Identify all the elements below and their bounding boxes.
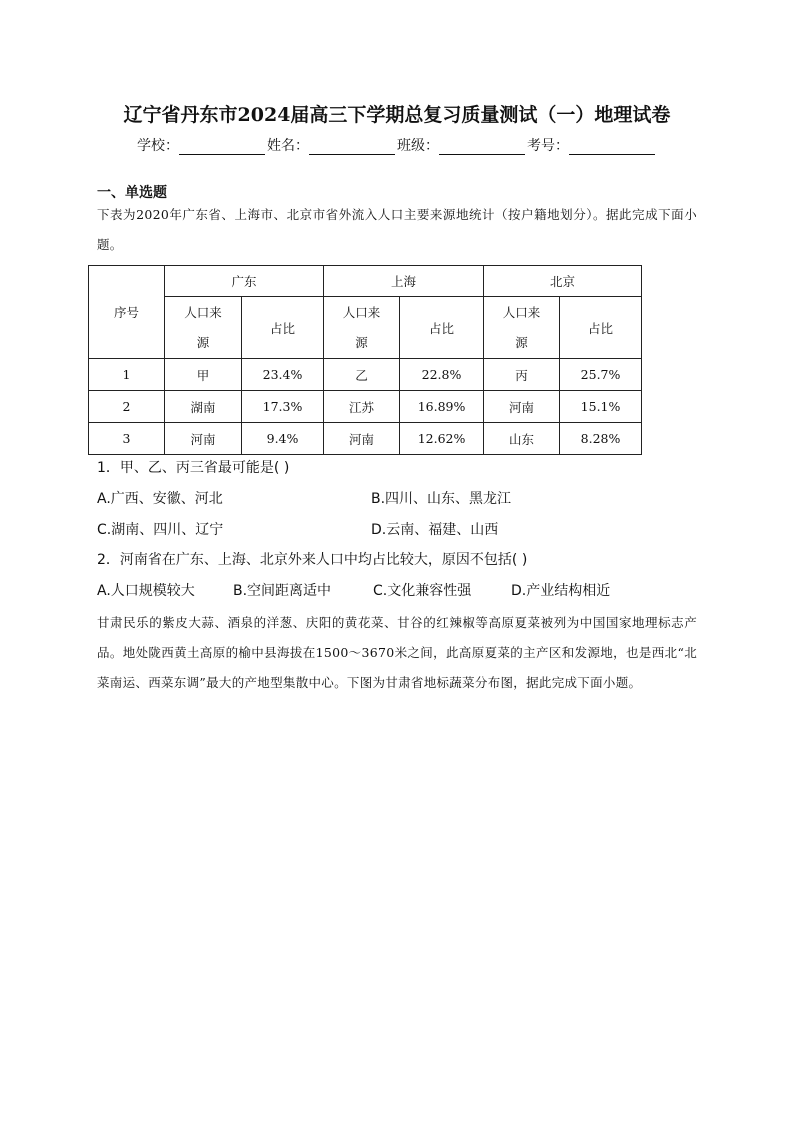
table-cell-bj-pct: 25.7% [560, 359, 642, 391]
exam-no-label: 考号： [527, 138, 569, 154]
school-field [137, 137, 267, 155]
table-cell-bj-src: 丙 [484, 359, 560, 391]
share-header: 占比 [400, 297, 484, 359]
share-header: 占比 [242, 297, 324, 359]
exam-no-blank[interactable] [569, 139, 655, 155]
question-2-options [97, 582, 610, 600]
seq-header: 序号 [89, 266, 165, 359]
table-cell-bj-src: 河南 [484, 391, 560, 423]
question-1-option-c[interactable]: C.湖南、四川、辽宁 [97, 522, 224, 538]
table-cell-gd-pct: 9.4% [242, 423, 324, 455]
school-label: 学校： [137, 138, 179, 154]
table-cell-gd-src: 湖南 [165, 391, 242, 423]
region-header-beijing: 北京 [484, 266, 642, 297]
table-cell-gd-src: 河南 [165, 423, 242, 455]
question-2-option-a[interactable]: A.人口规模较大 [97, 583, 195, 599]
question-1-option-b[interactable]: B.四川、山东、黑龙江 [371, 491, 512, 507]
table-row [89, 391, 642, 423]
passage-1: 下表为2020年广东省、上海市、北京市省外流入人口主要来源地统计（按户籍地划分）。据此完成下面小题。 [97, 207, 697, 252]
table-cell-gd-pct: 17.3% [242, 391, 324, 423]
region-header-shanghai: 上海 [324, 266, 484, 297]
source-header [484, 297, 560, 359]
table-cell-bj-pct: 8.28% [560, 423, 642, 455]
table-cell-seq: 1 [89, 359, 165, 391]
population-source-table [88, 265, 642, 455]
table-cell-bj-pct: 15.1% [560, 391, 642, 423]
name-field [267, 137, 397, 155]
table-cell-gd-pct: 23.4% [242, 359, 324, 391]
table-cell-bj-src: 山东 [484, 423, 560, 455]
table-cell-seq: 2 [89, 391, 165, 423]
source-header-line1: 人口来 [502, 304, 541, 320]
passage-2: 甘肃民乐的紫皮大蒜、酒泉的洋葱、庆阳的黄花菜、甘谷的红辣椒等高原夏菜被列为中国国家地理标志产品。地处陇西黄土高原的榆中县海拔在1500～3670米之间，此高原夏菜的主产区和发源地，也是西北“北菜南运、西菜东调”最大的产地型集散中心。下图为甘肃省地标蔬菜分布图，据此完成下面小题。 [97, 615, 697, 690]
exam-no-field [527, 137, 657, 155]
question-1-option-d[interactable]: D.云南、福建、山西 [371, 522, 499, 538]
table-cell-sh-src: 乙 [324, 359, 400, 391]
source-header-line1: 人口来 [184, 304, 222, 320]
table-cell-sh-pct: 16.89% [400, 391, 484, 423]
page-title: 辽宁省丹东市2024届高三下学期总复习质量测试（一）地理试卷 [123, 104, 671, 126]
source-header-line2: 源 [355, 334, 368, 350]
source-header [324, 297, 400, 359]
school-blank[interactable] [179, 139, 265, 155]
class-label: 班级： [397, 138, 439, 154]
share-header: 占比 [560, 297, 642, 359]
source-header-line2: 源 [196, 334, 210, 350]
question-1-option-a[interactable]: A.广西、安徽、河北 [97, 491, 223, 507]
table-row [89, 359, 642, 391]
question-2-option-c[interactable]: C.文化兼容性强 [373, 583, 472, 599]
table-cell-sh-pct: 12.62% [400, 423, 484, 455]
table-cell-sh-src: 河南 [324, 423, 400, 455]
question-2-option-b[interactable]: B.空间距离适中 [233, 583, 332, 599]
table-cell-sh-pct: 22.8% [400, 359, 484, 391]
source-header-line1: 人口来 [342, 304, 381, 320]
table-cell-gd-src: 甲 [165, 359, 242, 391]
table-cell-sh-src: 江苏 [324, 391, 400, 423]
source-header [165, 297, 242, 359]
region-header-guangdong: 广东 [165, 266, 324, 297]
name-label: 姓名： [267, 138, 309, 154]
table-row [89, 423, 642, 455]
question-2-option-d[interactable]: D.产业结构相近 [511, 583, 611, 599]
table-header-row [89, 266, 642, 297]
question-2-stem: 2．河南省在广东、上海、北京外来人口中均占比较大，原因不包括( ) [97, 552, 528, 568]
student-info-line [0, 137, 794, 155]
name-blank[interactable] [309, 139, 395, 155]
table-cell-seq: 3 [89, 423, 165, 455]
question-1-stem: 1．甲、乙、丙三省最可能是( ) [97, 460, 290, 476]
section-heading: 一、单选题 [97, 185, 167, 201]
table-subheader-row [89, 297, 642, 359]
source-header-line2: 源 [515, 334, 528, 350]
class-field [397, 137, 527, 155]
class-blank[interactable] [439, 139, 525, 155]
